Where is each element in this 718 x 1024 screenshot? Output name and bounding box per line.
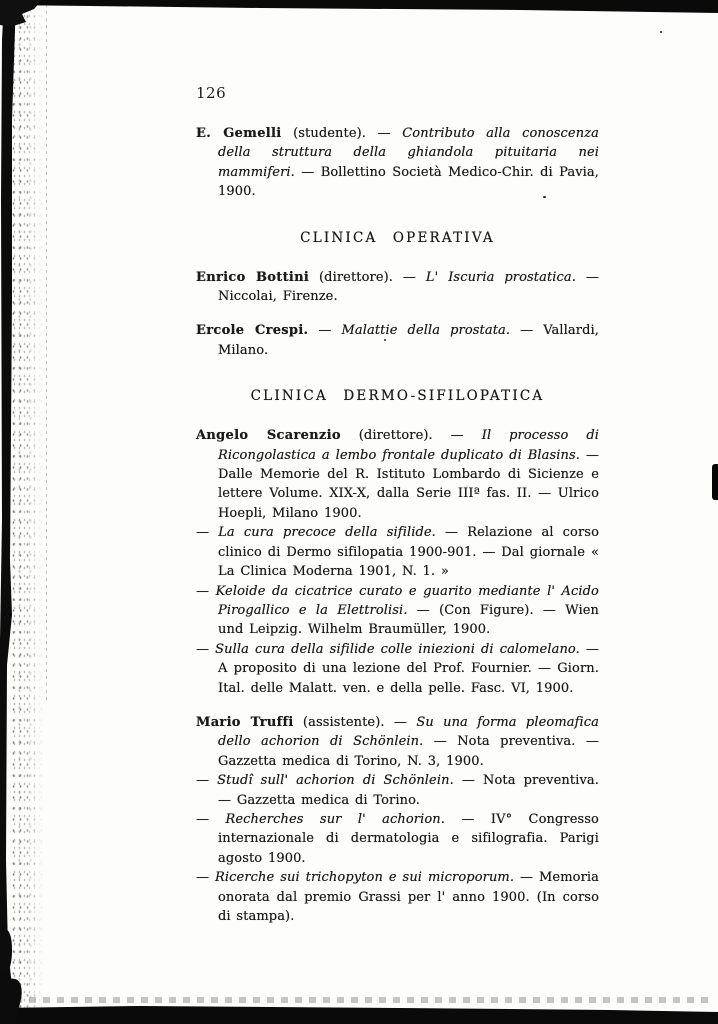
entry-dash: — [196,583,216,599]
entry-text: — Dalle Memorie del R. Istituto Lombardo di Sicienze e lettere Volume. XIX-X, dalla Serie IIIª fas. II. — Ulrico Hoepli, Milano 1900. [218,447,599,521]
entry-author-name: Angelo Scarenzio [196,428,341,444]
entry-text: — Vallardi, Milano. [218,323,599,358]
entry-work-title: Su una forma pleomafica dello achorion di Schönlein. [218,714,599,750]
entry-work-title: Ricerche sui trichopyton e sui microporum. [215,870,515,886]
entry-text: — Niccolai, Firenze. [218,269,599,305]
scan-speck [660,31,662,33]
entry-dash: — [196,870,216,886]
entry-text: (direttore). — [309,269,426,285]
entry-work-title: Malattie della prostata. [341,323,511,339]
bib-entry-crespi [196,321,599,360]
scan-artifact-page-edge-line [46,4,47,704]
bib-entry-scarenzio [196,426,599,523]
section-heading-clinica-operativa: CLINICA OPERATIVA [300,229,495,246]
entry-work-title: Il processo di Ricongolastica a lembo frontale duplicato di Blasins. [218,428,600,463]
entry-text: — Nota preventiva. — Gazzetta medica di Torino, N. 3, 1900. [218,734,599,769]
entry-text: (direttore). — [340,428,482,444]
bib-entry-recherches [196,810,599,868]
page-number: 126 [196,84,227,102]
entry-work-title: L' Iscuria prostatica. [425,269,577,285]
entry-text: — Relazione al corso clinico di Dermo sifilopatia 1900-901. — Dal giornale « La Clinica Moderna 1901, N. 1. » [218,525,599,580]
scan-artifact-binding-noise [10,0,44,1012]
entry-dash: — [196,525,219,541]
scan-artifact-top-edge [0,0,718,15]
entry-author-name: Ercole Crespi. [196,323,309,339]
scan-artifact-mid-left-blob [0,930,12,972]
entry-work-title: La cura precoce della sifilide. [218,525,436,541]
bib-entry-ricerche [196,868,599,926]
entry-text: — (Con Figure). — Wien und Leipzig. Wilhelm Braumüller, 1900. [218,602,599,638]
entry-work-title: Keloide da cicatrice curato e guarito mediante l' Acido Pirogallico e la Elettrolisi. [215,583,599,618]
bib-entry-truffi [196,713,599,771]
entry-work-title: Recherches sur l' achorion. [225,811,445,827]
entry-text: — Bollettino Società Medico-Chir. di Pavia, 1900. [218,164,599,200]
entry-text: — Memoria onorata dal premio Grassi per l' anno 1900. (In corso di stampa). [218,870,599,924]
entry-work-title: Contributo alla conoscenza della struttura della ghiandola pituitaria nei mammiferi. [218,126,599,180]
entry-text: — [308,323,342,339]
entry-dash: — [196,773,218,789]
bib-entry-sulla-cura [196,640,599,698]
section-heading-clinica-dermo-sifilopatica: CLINICA DERMO-SIFILOPATICA [250,388,545,405]
scan-artifact-bottom-edge [0,1002,718,1024]
entry-text: — IV° Congresso internazionale di dermatologia e sifilografia. Parigi agosto 1900. [218,811,599,866]
scan-artifact-binding-stripe [0,0,16,1024]
entry-text: (assistente). — [293,714,417,730]
entry-author-name: E. Gemelli [196,126,282,141]
entry-text: — Nota preventiva. — Gazzetta medica di Torino. [218,773,599,808]
scan-artifact-bottom-fringe [15,997,710,1003]
scan-artifact-top-left-blob [0,0,42,27]
bib-entry-gemelli [196,124,599,202]
entry-text: — A proposito di una lezione del Prof. Fournier. — Giorn. Ital. delle Malatt. ven. e della pelle. Fasc. VI, 1900. [218,641,599,696]
entry-text: (studente). — [281,126,403,141]
entry-author-name: Mario Truffi [196,714,294,730]
bib-entry-bottini [196,268,599,307]
bib-entry-cura-precoce [196,523,599,581]
scan-artifact-bottom-left-blob [0,976,25,1024]
bib-entry-studi-achorion [196,771,599,810]
bib-entry-keloide [196,582,599,640]
page-content [196,84,599,926]
entry-work-title: Studî sull' achorion di Schönlein. [217,773,454,789]
entry-work-title: Sulla cura della sifilide colle iniezioni di calomelano. [215,641,580,657]
entry-dash: — [196,641,216,657]
entry-author-name: Enrico Bottini [196,269,310,285]
scan-artifact-right-edge-mark [712,464,718,500]
entry-dash: — [196,811,226,827]
